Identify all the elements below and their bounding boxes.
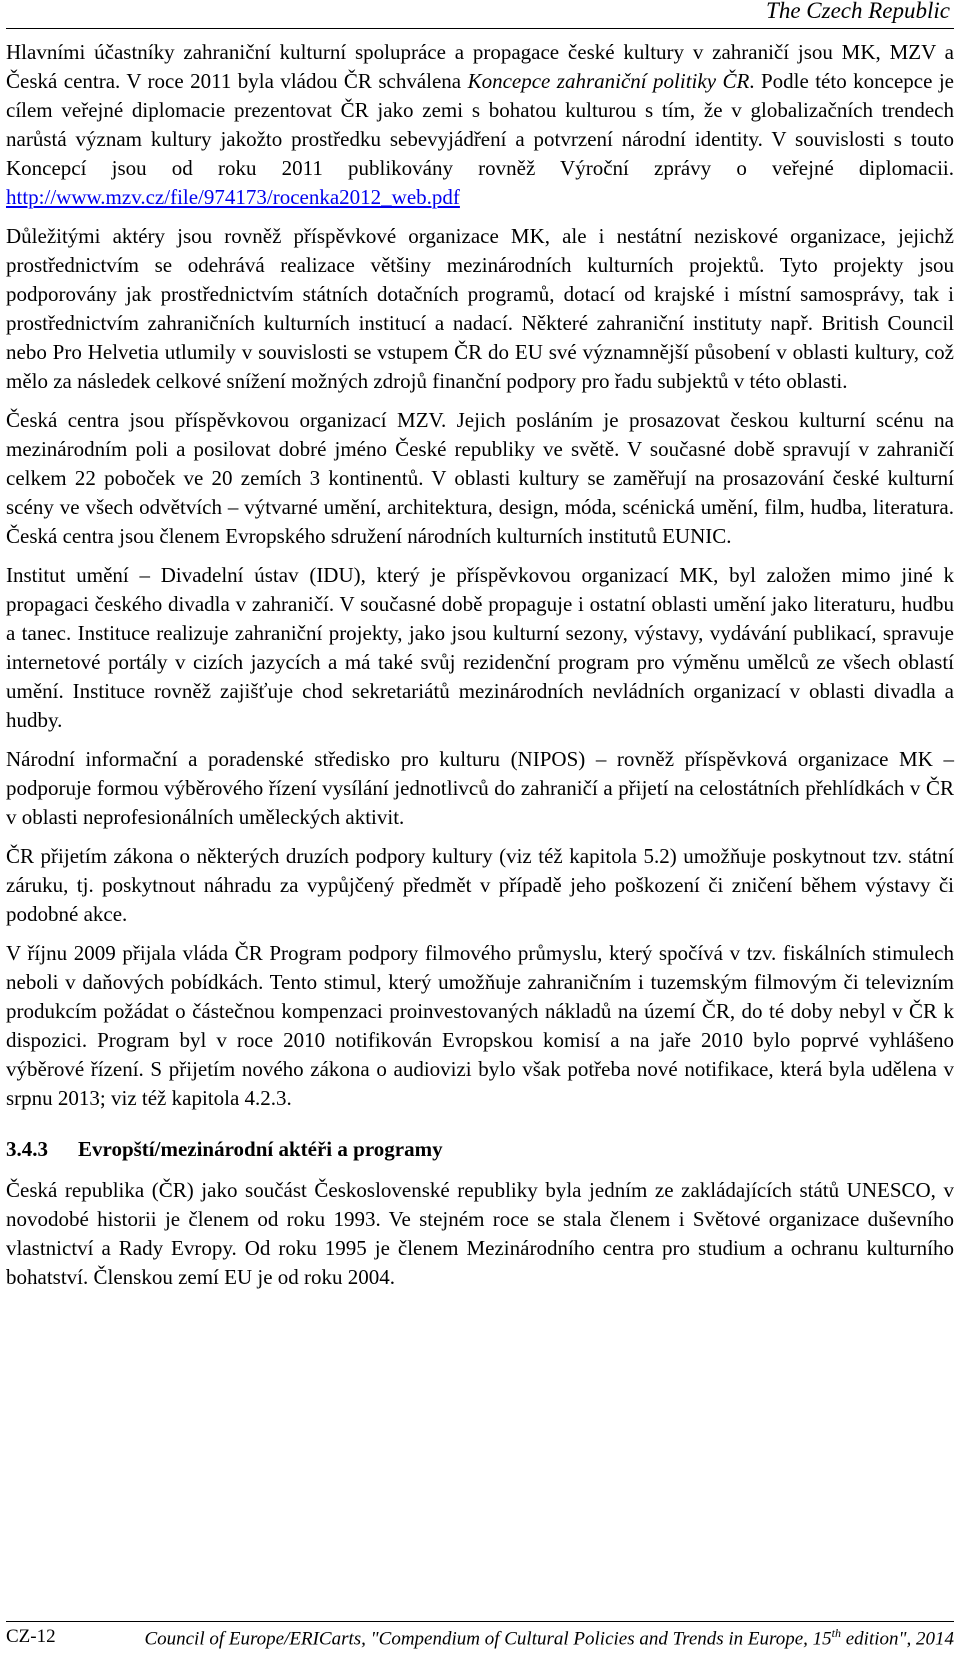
paragraph-nipos: Národní informační a poradenské středisko pro kulturu (NIPOS) – rovněž příspěvková organizace MK – podporuje formou výběrového řízení vysílání jednotlivců do zahraničí a přijetí na celostátních přehlídkách v ČR v oblasti neprofesionálních uměleckých aktivit. — [6, 747, 954, 829]
running-header: The Czech Republic — [766, 0, 950, 23]
paragraph-film-incentives: V říjnu 2009 přijala vláda ČR Program podpory filmového průmyslu, který spočívá v tzv. fiskálních stimulech neboli v daňových pobídkách. Tento stimul, který umožňuje zahraničním i tuzemským filmovým či televizním produkcím požádat o částečnou kompenzaci proinvestovaných nákladů na území ČR, do té doby nebyl v ČR k dispozici. Program byl v roce 2010 notifikován Evropskou komisí a na jaře 2010 bylo poprvé vyhlášeno výběrové řízení. S přijetím nového zákona o audiovizi bylo však potřeba nové notifikace, která byla udělena v srpnu 2013; viz též kapitola 4.2.3. — [6, 941, 954, 1110]
page-content — [6, 38, 954, 1302]
paragraph-state-guarantee: ČR přijetím zákona o některých druzích podpory kultury (viz též kapitola 5.2) umožňuje poskytnout tzv. státní záruku, tj. poskytnout náhradu za vypůjčený předmět v případě jeho poškození či zničení během výstavy či podobné akce. — [6, 844, 954, 926]
section-number: 3.4.3 — [6, 1137, 48, 1161]
paragraph-contributory-organizations: Důležitými aktéry jsou rovněž příspěvkové organizace MK, ale i nestátní neziskové organizace, jejichž prostřednictvím se odehrává realizace většiny mezinárodních kulturních projektů. Tyto projekty jsou podporovány jak prostřednictvím státních dotačních programů, dotací od krajské i místní samosprávy, tak i prostřednictvím zahraničních kulturních institucí a nadací. Některé zahraniční instituty např. British Council nebo Pro Helvetia utlumily v souvislosti se vstupem ČR do EU své významnější působení v oblasti kultury, což mělo za následek celkové snížení možných zdrojů finanční podpory pro řadu subjektů v této oblasti. — [6, 224, 954, 393]
paragraph-text: Hlavními účastníky zahraniční kulturní spolupráce a propagace české kultury v zahraničí jsou MK, MZV a Česká centra. V roce 2011 byla vládou ČR schválena — [6, 40, 954, 93]
footer-rule — [6, 1621, 954, 1622]
page-number: CZ-12 — [6, 1626, 56, 1647]
citation-superscript: th — [831, 1626, 841, 1640]
paragraph-czech-centres: Česká centra jsou příspěvkovou organizací MZV. Jejich posláním je prosazovat českou kulturní scénu na mezinárodním poli a posilovat dobré jméno České republiky ve světě. V současné době spravují v zahraničí celkem 22 poboček ve 20 zemích 3 kontinentů. V oblasti kultury se zaměřují na prosazování české kulturní scény ve všech odvětvích – výtvarné umění, architektura, design, móda, scénická umění, film, hudba, literatura. Česká centra jsou členem Evropského sdružení národních kulturních institutů EUNIC. — [6, 408, 954, 548]
report-link[interactable]: http://www.mzv.cz/file/974173/rocenka2012_web.pdf — [6, 185, 460, 209]
citation-text: Council of Europe/ERICarts, "Compendium of Cultural Policies and Trends in Europe, 15 — [144, 1628, 832, 1650]
citation-text-end: edition", 2014 — [841, 1628, 954, 1650]
section-heading — [6, 1135, 954, 1164]
paragraph-cultural-cooperation — [6, 38, 954, 212]
paragraph-arts-institute: Institut umění – Divadelní ústav (IDU), který je příspěvkovou organizací MK, byl založen mimo jiné k propagaci českého divadla v zahraničí. V současné době propaguje i ostatní oblasti umění jako literaturu, hudbu a tanec. Instituce realizuje zahraniční projekty, jako jsou kulturní sezony, výstavy, vydávání publikací, spravuje internetové portály v cizích jazycích a má také svůj rezidenční program pro výměnu umělců ze všech oblastí umění. Instituce rovněž zajišťuje chod sekretariátů mezinárodních nevládních organizací v oblasti divadla a hudby. — [6, 563, 954, 732]
paragraph-text: . Podle této koncepce je cílem veřejné diplomacie prezentovat ČR jako zemi s bohatou kulturou s tím, že v globalizačních trendech narůstá význam kultury jakožto prostředku sebevyjádření a potvrzení národní identity. V souvislosti s touto Koncepcí jsou od roku 2011 publikovány rovněž Výroční zprávy o veřejné diplomacii. — [6, 69, 954, 180]
section-title: Evropští/mezinárodní aktéři a programy — [78, 1137, 443, 1161]
paragraph-international-membership: Česká republika (ČR) jako součást Československé republiky byla jedním ze zakládajících států UNESCO, v novodobé historii je členem od roku 1993. Ve stejném roce se stala členem i Světové organizace duševního vlastnictví a Rady Evropy. Od roku 1995 je členem Mezinárodního centra pro studium a ochranu kulturního bohatství. Členskou zemí EU je od roku 2004. — [6, 1178, 954, 1289]
footer-citation — [144, 1626, 954, 1650]
page-footer — [6, 1626, 954, 1652]
concept-title: Koncepce zahraniční politiky ČR — [467, 69, 750, 93]
header-rule — [6, 28, 954, 29]
